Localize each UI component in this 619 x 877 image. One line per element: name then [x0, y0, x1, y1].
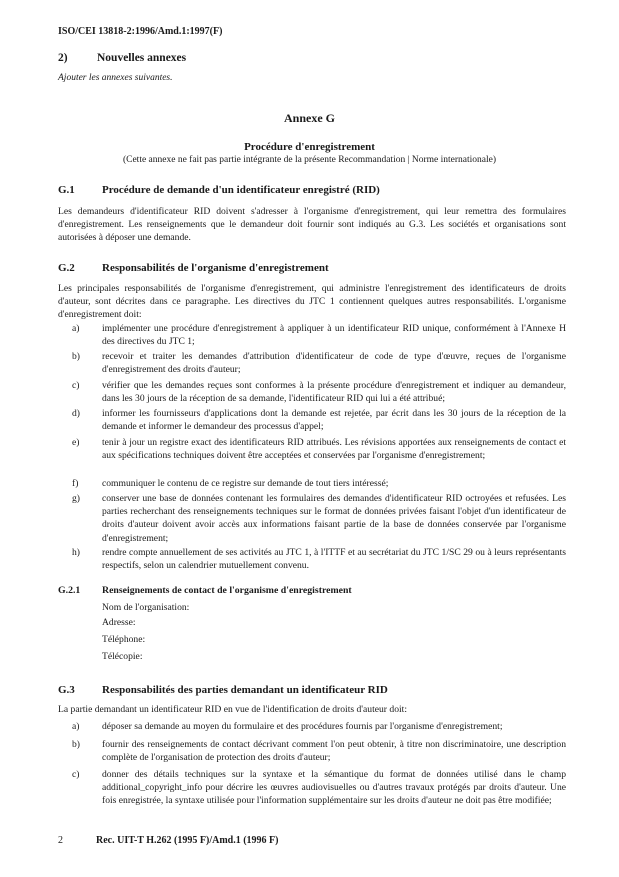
item-text: tenir à jour un registre exact des identificateurs RID attribués. Les révisions apportées aux renseignements de contact et aux spécifications techniques doivent être acceptées et conservées par l'organisme d'enregistrement; [102, 437, 566, 462]
section-title: Nouvelles annexes [97, 52, 187, 64]
item-text: communiquer le contenu de ce registre sur demande de tout tiers intéressé; [102, 478, 389, 489]
list-item [72, 407, 566, 433]
item-text: conserver une base de données contenant les formulaires des demandes d'identificateur RID octroyées et refusées. Les parties recherchant des renseignements techniques sur le format de données privées faisant l'objet d'un identificateur de droits d'auteur doivent avoir accès aux informations faisant partie de la base de données conservée par l'organisme d'enregistrement; [102, 493, 566, 544]
item-label: c) [72, 769, 80, 780]
section-2-heading [58, 52, 186, 64]
g1-number: G.1 [58, 184, 75, 196]
item-text: vérifier que les demandes reçues sont conformes à la présente procédure d'enregistrement et indiquer au demandeur, dans les 30 jours de la réception de sa demande, l'identificateur RID qui lui a été attribué; [102, 380, 566, 405]
list-item [72, 322, 566, 348]
item-text: informer les fournisseurs d'applications dont la demande est rejetée, par écrit dans les 30 jours de la réception de la demande et informer le demandeur des processus d'appel; [102, 408, 566, 433]
contact-field-organisation: Nom de l'organisation: [102, 602, 190, 613]
item-label: f) [72, 478, 79, 489]
item-label: c) [72, 380, 80, 391]
g3-title: Responsabilités des parties demandant un identificateur RID [102, 684, 388, 696]
g2-number: G.2 [58, 262, 75, 274]
g3-heading [58, 684, 388, 696]
item-label: e) [72, 437, 80, 448]
list-item [72, 477, 566, 490]
item-label: h) [72, 547, 80, 558]
item-text: donner des détails techniques sur la syntaxe et la sémantique du format de données utilisé dans le champ additional_copyright_info pour décrire les œuvres audiovisuelles ou d'autres travaux protégés par droits d'auteur. Une fois enregistrée, la syntaxe utilisée pour l'information supplémentaire sur les droits d'auteur ne doit pas être modifiée; [102, 769, 566, 807]
contact-field-address: Adresse: [102, 617, 136, 628]
item-label: b) [72, 351, 80, 362]
list-item [72, 720, 566, 733]
g2-paragraph: Les principales responsabilités de l'organisme d'enregistrement, qui administre l'enregistrement des identificateurs de droits d'auteur, sont décrites dans ce paragraphe. Les directives du JTC 1 contiennent quelques autres responsabilités. L'organisme d'enregistrement doit: [58, 283, 566, 321]
g21-heading [58, 585, 352, 596]
list-item [72, 492, 566, 545]
item-label: a) [72, 721, 80, 732]
annex-title: Annexe G [284, 111, 335, 125]
page-footer [58, 835, 279, 846]
item-label: a) [72, 323, 80, 334]
annex-subtitle: Procédure d'enregistrement [244, 141, 375, 153]
list-item [72, 768, 566, 808]
g2-heading [58, 262, 329, 274]
contact-field-fax: Télécopie: [102, 651, 143, 662]
annex-note: (Cette annexe ne fait pas partie intégrante de la présente Recommandation | Norme internationale) [122, 155, 497, 165]
g1-heading [58, 184, 380, 196]
contact-field-telephone: Téléphone: [102, 634, 146, 645]
item-text: déposer sa demande au moyen du formulaire et des procédures fournis par l'organisme d'enregistrement; [102, 721, 503, 732]
list-item [72, 379, 566, 405]
item-label: g) [72, 493, 80, 504]
item-text: recevoir et traiter les demandes d'attribution d'identificateur de code de type d'œuvre, reçues de l'organisme d'enregistrement des droits d'auteur; [102, 351, 566, 376]
list-item [72, 546, 566, 572]
section-2-instruction: Ajouter les annexes suivantes. [58, 73, 173, 83]
g3-paragraph: La partie demandant un identificateur RID en vue de l'identification de droits d'auteur doit: [58, 704, 407, 715]
item-text: fournir des renseignements de contact décrivant comment l'on peut obtenir, à titre non discriminatoire, une description complète de l'organisation de protection des droits d'auteur; [102, 739, 566, 764]
g3-number: G.3 [58, 684, 75, 696]
g1-title: Procédure de demande d'un identificateur enregistré (RID) [102, 184, 380, 196]
item-text: rendre compte annuellement de ses activités au JTC 1, à l'ITTF et au secrétariat du JTC 1/SC 29 ou à leurs représentants respectifs, selon un calendrier mutuellement convenu. [102, 547, 566, 572]
list-item [72, 436, 566, 462]
section-number: 2) [58, 52, 68, 64]
g21-number: G.2.1 [58, 585, 81, 596]
g21-title: Renseignements de contact de l'organisme d'enregistrement [102, 585, 352, 596]
item-label: b) [72, 739, 80, 750]
item-label: d) [72, 408, 80, 419]
footer-reference: Rec. UIT-T H.262 (1995 F)/Amd.1 (1996 F) [96, 835, 279, 846]
item-text: implémenter une procédure d'enregistrement à appliquer à un identificateur RID unique, conformément à l'Annexe H des directives du JTC 1; [102, 323, 566, 348]
g1-paragraph: Les demandeurs d'identificateur RID doivent s'adresser à l'organisme d'enregistrement, qui leur remettra des formulaires d'enregistrement. Les renseignements que le demandeur doit fournir sont indiqués au G.3. Les sociétés et organisations sont autorisées à déposer une demande. [58, 206, 566, 244]
list-item [72, 350, 566, 376]
standard-reference: ISO/CEI 13818-2:1996/Amd.1:1997(F) [58, 26, 223, 37]
list-item [72, 738, 566, 764]
g2-title: Responsabilités de l'organisme d'enregistrement [102, 262, 329, 274]
page-number: 2 [58, 835, 63, 846]
